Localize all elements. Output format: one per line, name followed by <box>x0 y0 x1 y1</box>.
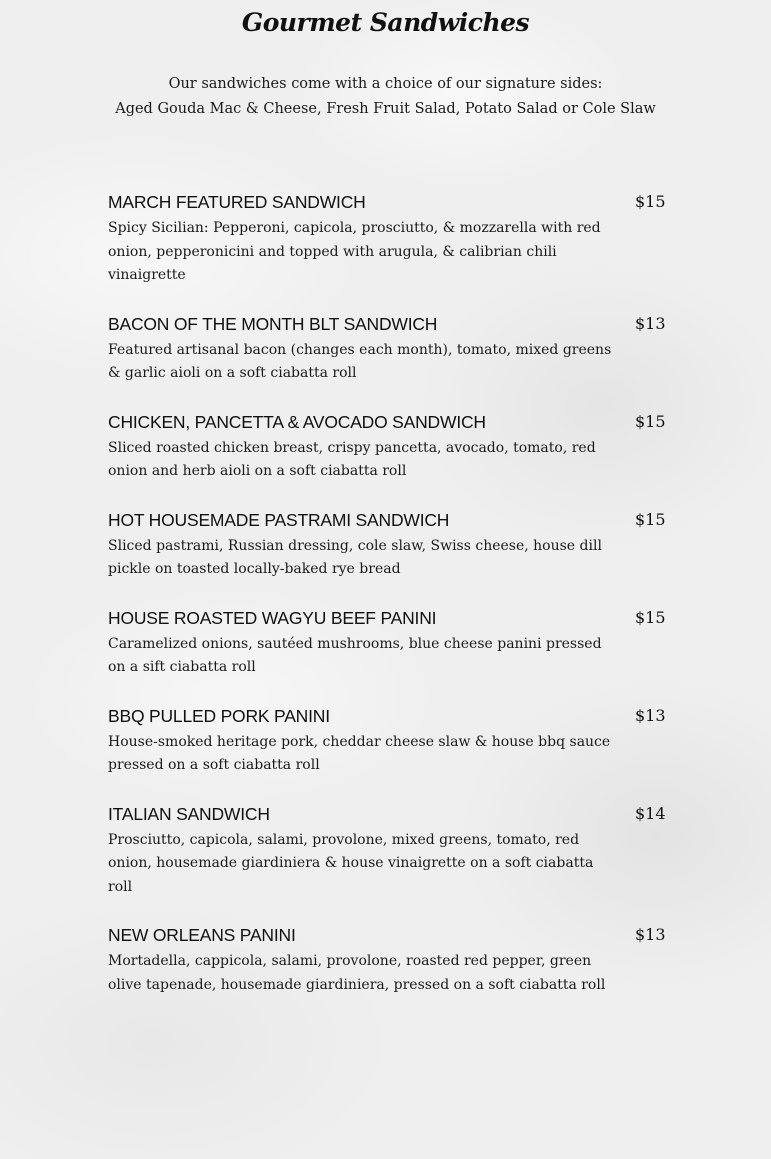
menu-item-description: Prosciutto, capicola, salami, provolone, mixed greens, tomato, red onion, housemade giardiniera & house vinaigrette on a soft ciabatta roll <box>108 831 594 895</box>
sides-intro-line-2: Aged Gouda Mac & Cheese, Fresh Fruit Salad, Potato Salad or Cole Slaw <box>115 101 656 117</box>
sandwich-menu-list <box>108 190 668 1021</box>
menu-item-name: MARCH FEATURED SANDWICH <box>108 192 366 212</box>
menu-item-description: House-smoked heritage pork, cheddar cheese slaw & house bbq sauce pressed on a soft ciabatta roll <box>108 733 611 773</box>
menu-item-price: $13 <box>635 705 666 725</box>
menu-item <box>108 923 668 997</box>
menu-item-name: HOT HOUSEMADE PASTRAMI SANDWICH <box>108 509 450 530</box>
menu-item-description: Sliced roasted chicken breast, crispy pancetta, avocado, tomato, red onion and herb aioli on a soft ciabatta roll <box>108 439 596 479</box>
menu-item-name: CHICKEN, PANCETTA & AVOCADO SANDWICH <box>108 411 486 432</box>
menu-item <box>108 410 668 484</box>
menu-item-name: ITALIAN SANDWICH <box>108 803 270 824</box>
menu-item-price: $15 <box>635 607 666 627</box>
menu-item-description: Mortadella, cappicola, salami, provolone, roasted red pepper, green olive tapenade, housemade giardiniera, pressed on a soft ciabatta roll <box>108 953 606 993</box>
menu-item <box>108 704 668 778</box>
menu-item-name: HOUSE ROASTED WAGYU BEEF PANINI <box>108 607 437 628</box>
menu-item-name: NEW ORLEANS PANINI <box>108 925 296 945</box>
sides-intro <box>0 72 771 122</box>
page-title: Gourmet Sandwiches <box>241 8 530 37</box>
menu-item <box>108 802 668 900</box>
menu-item-description: Spicy Sicilian: Pepperoni, capicola, prosciutto, & mozzarella with red onion, pepperonicini and topped with arugula, & calibrian chili vinaigrette <box>108 220 601 283</box>
menu-item-price: $15 <box>635 192 666 211</box>
menu-item-price: $15 <box>635 509 666 529</box>
menu-item-name: BACON OF THE MONTH BLT SANDWICH <box>108 313 438 334</box>
menu-item-price: $13 <box>635 925 666 944</box>
menu-item <box>108 508 668 582</box>
menu-item-description: Sliced pastrami, Russian dressing, cole slaw, Swiss cheese, house dill pickle on toasted locally-baked rye bread <box>108 537 602 577</box>
menu-item-price: $14 <box>635 803 666 823</box>
menu-item <box>108 190 668 288</box>
menu-item-price: $15 <box>635 411 666 431</box>
menu-item <box>108 606 668 680</box>
menu-item-description: Featured artisanal bacon (changes each month), tomato, mixed greens & garlic aioli on a soft ciabatta roll <box>108 341 612 381</box>
menu-item-name: BBQ PULLED PORK PANINI <box>108 705 330 726</box>
menu-item-price: $13 <box>635 313 666 333</box>
sides-intro-line-1: Our sandwiches come with a choice of our signature sides: <box>168 76 603 92</box>
menu-item-description: Caramelized onions, sautéed mushrooms, blue cheese panini pressed on a sift ciabatta roll <box>108 635 602 675</box>
menu-item <box>108 312 668 386</box>
